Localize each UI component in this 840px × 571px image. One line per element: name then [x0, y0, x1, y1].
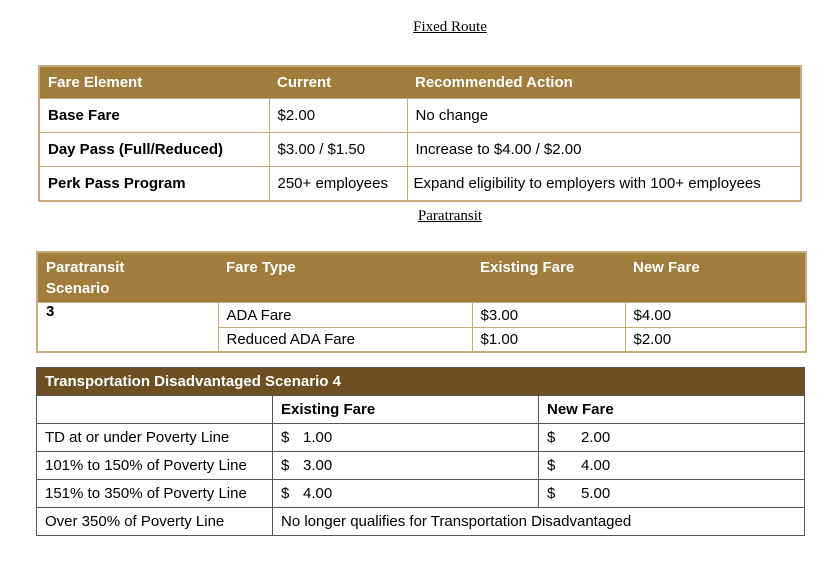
fixed-route-table — [38, 65, 802, 202]
table-header-row — [37, 252, 806, 303]
column-header: Fare Element — [39, 66, 269, 99]
column-header: Current — [269, 66, 407, 99]
column-header — [37, 396, 273, 424]
poverty-level-cell: 151% to 350% of Poverty Line — [37, 480, 273, 508]
table-title-row — [37, 368, 805, 396]
table-row — [37, 303, 806, 328]
table-row — [37, 424, 805, 452]
column-header: Fare Type — [218, 252, 472, 303]
table-row — [37, 452, 805, 480]
amount: 3.00 — [303, 457, 333, 474]
table-row — [39, 167, 801, 202]
td-table-title: Transportation Disadvantaged Scenario 4 — [37, 368, 805, 396]
new-fare-cell: $4.00 — [625, 303, 806, 328]
recommended-action-cell: Expand eligibility to employers with 100+ employees — [407, 167, 801, 202]
new-fare-cell — [539, 480, 805, 508]
existing-fare-cell: $1.00 — [472, 328, 625, 353]
currency-symbol: $ — [281, 429, 290, 446]
new-fare-cell — [539, 452, 805, 480]
column-header: Existing Fare — [273, 396, 539, 424]
current-cell: $3.00 / $1.50 — [269, 133, 407, 167]
table-header-row — [39, 66, 801, 99]
amount: 5.00 — [581, 485, 611, 502]
poverty-level-cell: TD at or under Poverty Line — [37, 424, 273, 452]
fare-element-cell: Day Pass (Full/Reduced) — [39, 133, 269, 167]
currency-symbol: $ — [281, 485, 290, 502]
paratransit-heading: Paratransit — [417, 208, 483, 224]
table-header-row — [37, 396, 805, 424]
existing-fare-cell — [273, 480, 539, 508]
currency-symbol: $ — [547, 457, 556, 474]
paratransit-table — [36, 251, 807, 353]
fare-element-cell: Base Fare — [39, 99, 269, 133]
amount: 1.00 — [303, 429, 333, 446]
current-cell: 250+ employees — [269, 167, 407, 202]
column-header: Existing Fare — [472, 252, 625, 303]
recommended-action-cell: No change — [407, 99, 801, 133]
currency-symbol: $ — [547, 485, 556, 502]
currency-symbol: $ — [281, 457, 290, 474]
existing-fare-cell — [273, 424, 539, 452]
table-row — [39, 133, 801, 167]
table-row — [37, 508, 805, 536]
fare-type-cell: ADA Fare — [218, 303, 472, 328]
new-fare-cell — [539, 424, 805, 452]
existing-fare-cell: $3.00 — [472, 303, 625, 328]
column-header: Recommended Action — [407, 66, 801, 99]
note-cell: No longer qualifies for Transportation Disadvantaged — [273, 508, 805, 536]
column-header: New Fare — [625, 252, 806, 303]
table-row — [39, 99, 801, 133]
currency-symbol: $ — [547, 429, 556, 446]
existing-fare-cell — [273, 452, 539, 480]
table-row — [37, 480, 805, 508]
recommended-action-cell: Increase to $4.00 / $2.00 — [407, 133, 801, 167]
fare-element-cell: Perk Pass Program — [39, 167, 269, 202]
td-table — [36, 367, 805, 536]
fixed-route-heading: Fixed Route — [413, 19, 487, 35]
amount: 4.00 — [581, 457, 611, 474]
amount: 2.00 — [581, 429, 611, 446]
poverty-level-cell: Over 350% of Poverty Line — [37, 508, 273, 536]
poverty-level-cell: 101% to 150% of Poverty Line — [37, 452, 273, 480]
new-fare-cell: $2.00 — [625, 328, 806, 353]
column-header: Paratransit Scenario — [37, 252, 218, 303]
column-header: New Fare — [539, 396, 805, 424]
amount: 4.00 — [303, 485, 333, 502]
current-cell: $2.00 — [269, 99, 407, 133]
fare-type-cell: Reduced ADA Fare — [218, 328, 472, 353]
scenario-cell: 3 — [37, 303, 218, 353]
